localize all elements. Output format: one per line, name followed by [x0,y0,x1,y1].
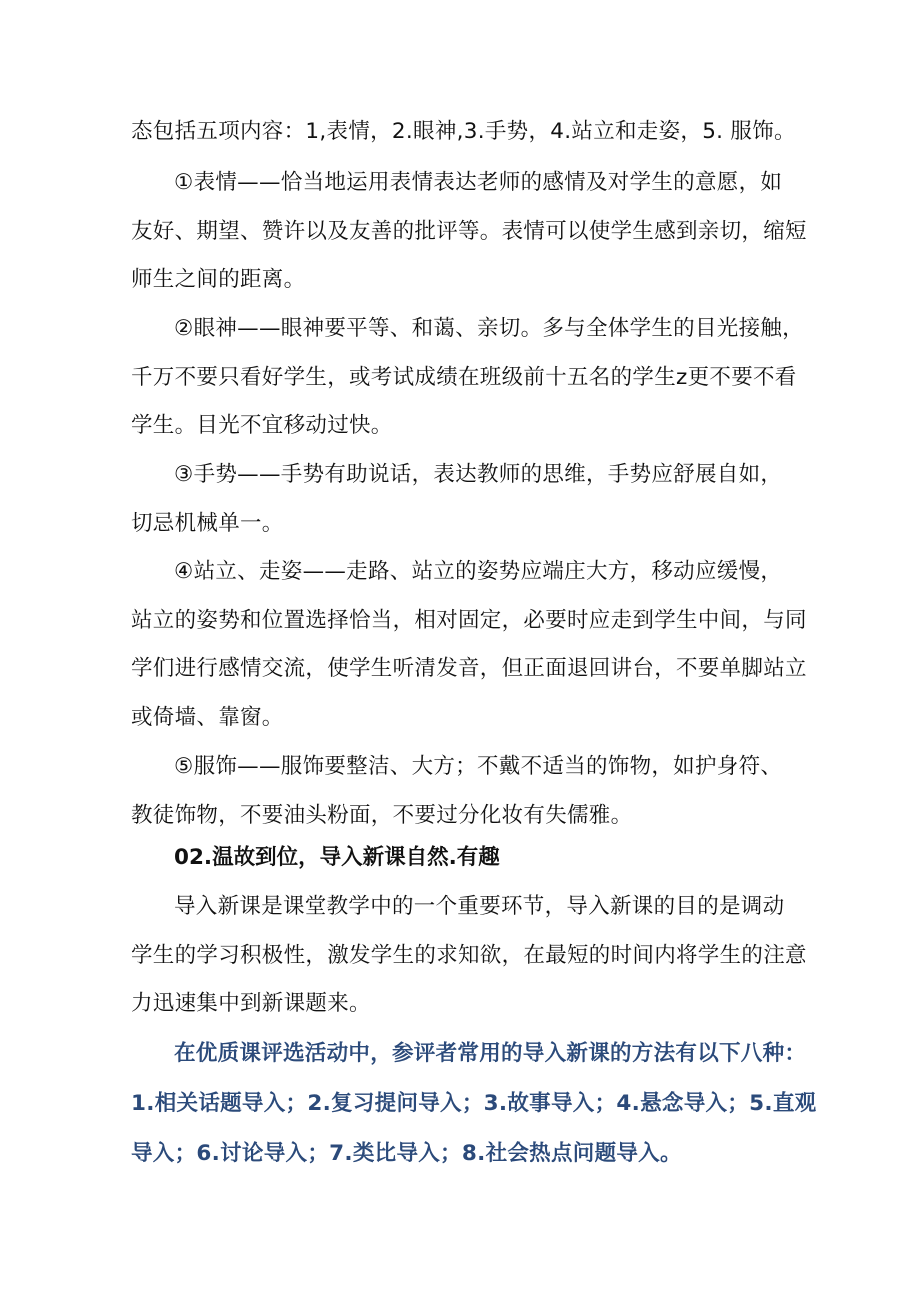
text-line: 在优质课评选活动中，参评者常用的导入新课的方法有以下八种： [174,1041,807,1066]
text-line: 导入新课是课堂教学中的一个重要环节，导入新课的目的是调动 [174,894,785,919]
paragraph-eyes [131,305,803,451]
paragraph-expression [131,159,807,305]
text-line: ③手势——手势有助说话，表达教师的思维，手势应舒展自如， [174,462,783,487]
text-line: 站立的姿势和位置选择恰当，相对固定，必要时应走到学生中间，与同 [131,607,807,633]
text-line: ④站立、走姿——走路、站立的姿势应端庄大方，移动应缓慢， [174,559,783,584]
text-line: 学们进行感情交流，使学生听清发音，但正面退回讲台，不要单脚站立 [131,656,807,681]
text-line: 导入；6.讨论导入；7.类比导入；8.社会热点问题导入。 [131,1141,682,1166]
text-line: 或倚墙、靠窗。 [131,704,284,730]
text-line: ⑤服饰——服饰要整洁、大方；不戴不适当的饰物，如护身符、 [174,754,783,779]
paragraph-overview [131,108,803,157]
text-line: 千万不要只看好学生，或考试成绩在班级前十五名的学生z更不要不看 [131,364,797,390]
text-line: 力迅速集中到新课题来。 [131,991,371,1016]
paragraph-intro [131,883,807,1029]
text-line: 学生。目光不宜移动过快。 [131,413,393,438]
text-line: ①表情——恰当地运用表情表达老师的感情及对学生的意愿，如 [174,170,783,195]
paragraph-posture [131,548,807,742]
paragraph-gesture [131,451,803,548]
text-line: 1.相关话题导入；2.复习提问导入；3.故事导入；4.悬念导入；5.直观 [131,1091,817,1116]
text-line: ②眼神——眼神要平等、和蔼、亲切。多与全体学生的目光接触， [174,316,804,341]
paragraph-highlight [131,1029,817,1179]
text-line: 切忌机械单一。 [131,510,284,536]
paragraph-clothing [131,743,803,840]
text-line: 友好、期望、赞许以及友善的批评等。表情可以使学生感到亲切，缩短 [131,218,807,244]
text-line: 学生的学习积极性，激发学生的求知欲，在最短的时间内将学生的注意 [131,942,807,968]
text-line: 态包括五项内容：1,表情，2.眼神,3.手势，4.站立和走姿，5. 服饰。 [131,119,796,144]
text-line: 教徒饰物，不要油头粉面，不要过分化妆有失儒雅。 [131,802,633,828]
section-heading: 02.温故到位，导入新课自然.有趣 [174,845,500,870]
text-line: 师生之间的距离。 [131,267,306,292]
